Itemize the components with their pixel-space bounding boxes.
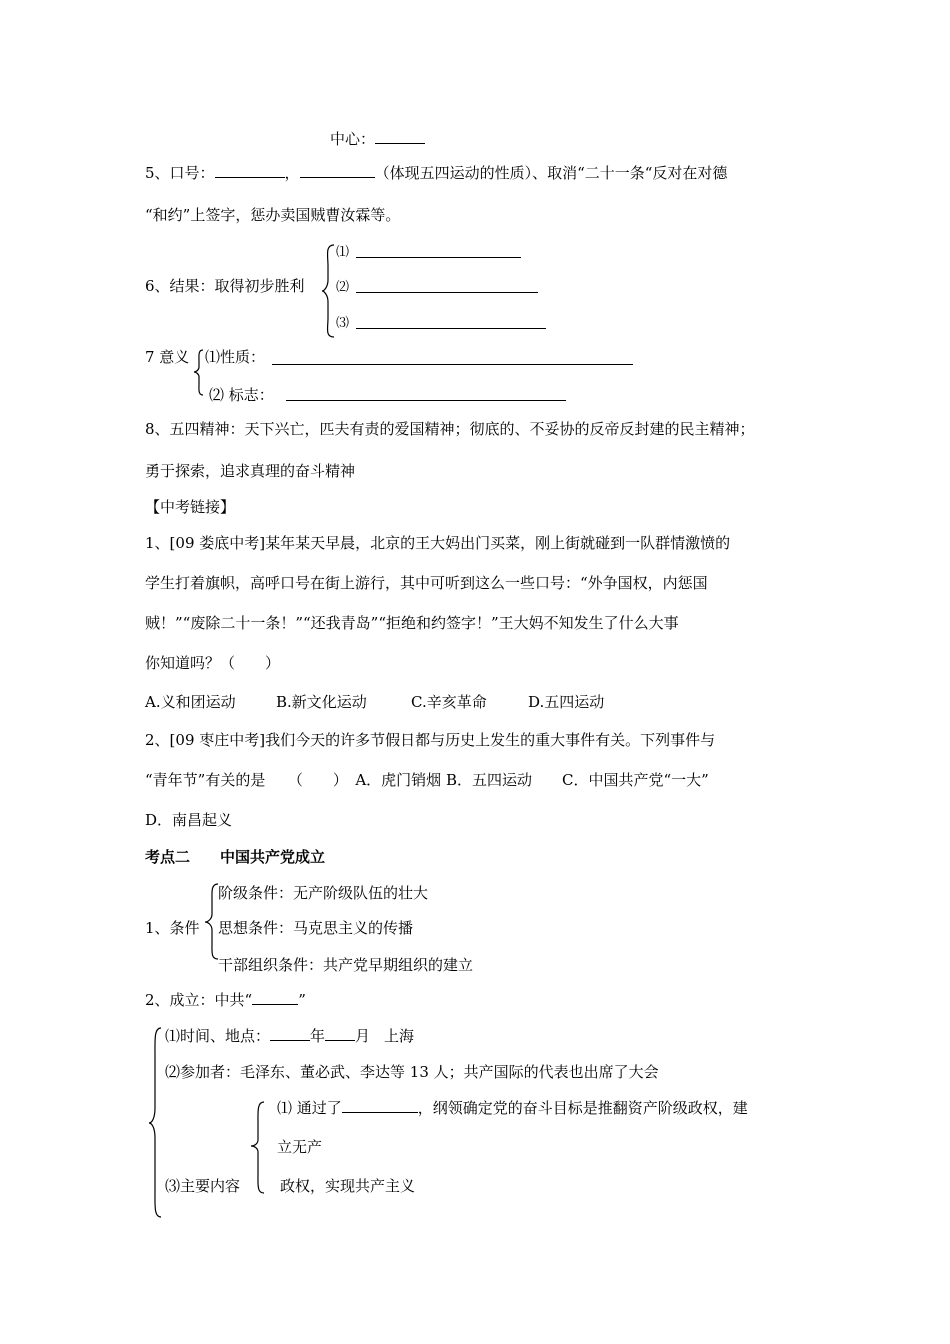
condition-thought: 思想条件：马克思主义的传播 [218,919,414,937]
meaning-item-1: ⑴性质： [205,348,266,366]
spirit-line-2: 勇于探索，追求真理的奋斗精神 [145,462,356,480]
conditions-label: 1、条件 [145,919,200,937]
slogan-comma: ， [284,164,300,182]
content-line-1-end: ，纲领确定党的奋斗目标是推翻资产阶级政权，建 [417,1099,748,1117]
point2-heading: 考点二 中国共产党成立 [145,848,326,866]
exam-link-title: 【中考链接】 [145,498,236,516]
content-line-2: 立无产 [277,1138,323,1156]
founding-close-quote: ” [298,991,306,1009]
result-item-2: ⑵ [336,280,350,295]
participants-line: ⑵参加者：毛泽东、董必武、李达等 13 人；共产国际的代表也出席了大会 [165,1063,659,1081]
center-blank[interactable] [375,129,425,144]
slogan-label: 5、口号： [145,164,215,182]
center-line [330,129,425,149]
founding-brace [147,1026,163,1220]
q1-line-1: 1、[09 娄底中考]某年某天早晨，北京的王大妈出门买菜，刚上街就碰到一队群情激愤的 [145,534,731,552]
time-place-line [165,1026,414,1046]
q1-option-a[interactable]: A.义和团运动 [145,693,236,711]
result-blank-2[interactable] [356,292,538,293]
place-label: 上海 [384,1027,415,1045]
q1-option-c[interactable]: C.辛亥革命 [411,693,487,711]
q2-line-2: “青年节”有关的是 （ ） A．虎门销烟 B．五四运动 C．中国共产党“一大” [145,771,709,789]
content-line-1 [277,1098,748,1118]
q2-line-1: 2、[09 枣庄中考]我们今天的许多节假日都与历史上发生的重大事件有关。下列事件与 [145,731,716,749]
result-item-3: ⑶ [336,316,350,331]
meaning-brace [192,348,206,398]
q1-option-d[interactable]: D.五四运动 [528,693,605,711]
q1-line-4: 你知道吗？（ ） [145,654,281,672]
q1-line-3: 贼！”“废除二十一条！”“还我青岛”“拒绝和约签字！”王大妈不知发生了什么大事 [145,614,679,632]
condition-organization: 干部组织条件：共产党早期组织的建立 [218,956,474,974]
main-content-label: ⑶主要内容 [165,1177,241,1195]
content-line-3: 政权，实现共产主义 [280,1177,416,1195]
meaning-blank-1[interactable] [272,364,633,365]
slogan-blank-1[interactable] [215,163,285,178]
slogan-blank-2[interactable] [300,163,375,178]
founding-line [145,990,306,1010]
q2-line-3: D．南昌起义 [145,811,233,829]
program-blank[interactable] [342,1098,418,1113]
slogan-text-1: （体现五四运动的性质）、取消“二十一条“反对在对德 [374,164,728,182]
result-blank-1[interactable] [356,257,521,258]
founding-label: 2、成立：中共“ [145,991,253,1009]
year-label: 年 [310,1027,326,1045]
time-place-label: ⑴时间、地点： [165,1027,271,1045]
month-blank[interactable] [325,1026,355,1041]
content-brace [248,1100,268,1196]
center-label: 中心： [330,130,376,148]
content-line-1-start: ⑴ 通过了 [277,1099,342,1117]
condition-class: 阶级条件：无产阶级队伍的壮大 [218,884,429,902]
q1-line-2: 学生打着旗帜，高呼口号在街上游行，其中可听到这么一些口号：“外争国权，内惩国 [145,574,708,592]
meaning-label: 7 意义 [145,348,190,366]
result-label: 6、结果：取得初步胜利 [145,277,305,295]
q1-option-b[interactable]: B.新文化运动 [276,693,367,711]
month-label: 月 [355,1027,371,1045]
result-blank-3[interactable] [356,328,546,329]
founding-blank[interactable] [252,990,298,1005]
spirit-line-1: 8、五四精神：天下兴亡，匹夫有责的爱国精神；彻底的、不妥协的反帝反封建的民主精神； [145,420,755,438]
result-item-1: ⑴ [336,245,350,260]
slogan-line [145,163,727,183]
meaning-item-2: ⑵ 标志： [209,386,274,404]
slogan-text-2: “和约”上签字，惩办卖国贼曹汝霖等。 [145,206,401,224]
year-blank[interactable] [270,1026,310,1041]
meaning-blank-2[interactable] [286,400,566,401]
